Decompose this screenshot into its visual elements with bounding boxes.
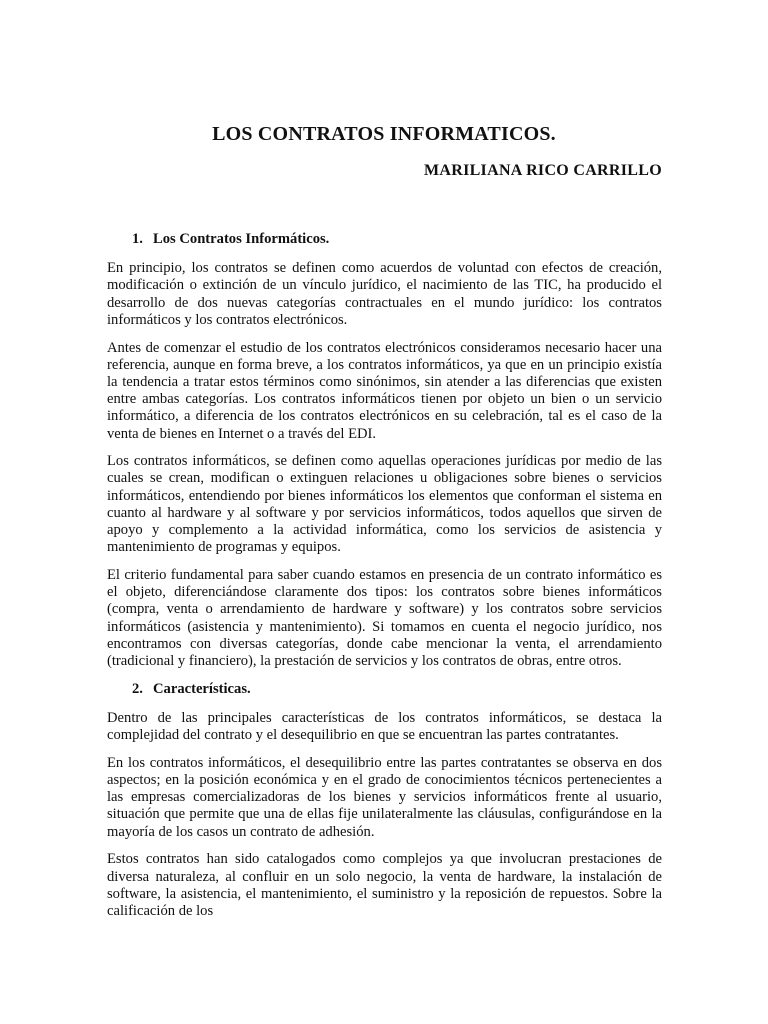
- section-heading-text: Características.: [153, 680, 251, 697]
- paragraph: Los contratos informáticos, se definen como aquellas operaciones jurídicas por medio de las cuales se crean, modifican o extinguen relaciones u obligaciones sobre bienes o servicios informáticos, entendiendo por bienes informáticos los elementos que conforman el sistema en cuanto al hardware y al software y por servicios informáticos, todos aquellos que sirven de apoyo y complemento a la actividad informática, como los servicios de asistencia y mantenimiento de programas y equipos.: [107, 453, 662, 556]
- paragraph: En principio, los contratos se definen como acuerdos de voluntad con efectos de creación, modificación o extinción de un vínculo jurídico, el nacimiento de las TIC, ha producido el desarrollo de dos nuevas categorías contractuales en el mundo jurídico: los contratos informáticos y los contratos electrónicos.: [107, 260, 662, 328]
- paragraph: Estos contratos han sido catalogados como complejos ya que involucran prestaciones de diversa naturaleza, al confluir en un solo negocio, la venta de hardware, la instalación de software, la asistencia, el mantenimiento, el suministro y la reposición de repuestos. Sobre la calificación de los: [107, 851, 662, 919]
- section-number: 2.: [132, 680, 143, 697]
- section-heading: [107, 231, 662, 248]
- paragraph: Antes de comenzar el estudio de los contratos electrónicos consideramos necesario hacer una referencia, aunque en forma breve, a los contratos informáticos, ya que en un principio existía la tendencia a tratar estos términos como sinónimos, sin atender a las diferencias que existen entre ambas categorías. Los contratos informáticos tienen por objeto un bien o un servicio informático, a diferencia de los contratos electrónicos en su celebración, tal es el caso de la venta de bienes en Internet o a través del EDI.: [107, 339, 662, 442]
- paragraph: El criterio fundamental para saber cuando estamos en presencia de un contrato informático es el objeto, diferenciándose claramente dos tipos: los contratos sobre bienes informáticos (compra, venta o arrendamiento de hardware y software) y los contratos sobre servicios informáticos (asistencia y mantenimiento). Si tomamos en cuenta el negocio jurídico, nos encontramos con diversas categorías, donde cabe mencionar la venta, el arrendamiento (tradicional y financiero), la prestación de servicios y los contratos de obras, entre otros.: [107, 566, 662, 669]
- section-heading: [107, 681, 662, 698]
- section-heading-text: Los Contratos Informáticos.: [153, 231, 330, 247]
- paragraph: En los contratos informáticos, el desequilibrio entre las partes contratantes se observa en dos aspectos; en la posición económica y en el grado de conocimientos técnicos pertenecientes a las empresas comercializadoras de los bienes y servicios informáticos frente al usuario, situación que permite que una de ellas fije unilateralmente las cláusulas, configurándose en la mayoría de los casos un contrato de adhesión.: [107, 754, 662, 840]
- paragraph: Dentro de las principales características de los contratos informáticos, se destaca la complejidad del contrato y el desequilibrio en que se encuentran las partes contratantes.: [107, 709, 662, 744]
- document-title: LOS CONTRATOS INFORMATICOS.: [212, 123, 556, 145]
- section-number: 1.: [132, 231, 143, 247]
- document-body: [107, 231, 662, 931]
- document-author: MARILIANA RICO CARRILLO: [423, 162, 662, 179]
